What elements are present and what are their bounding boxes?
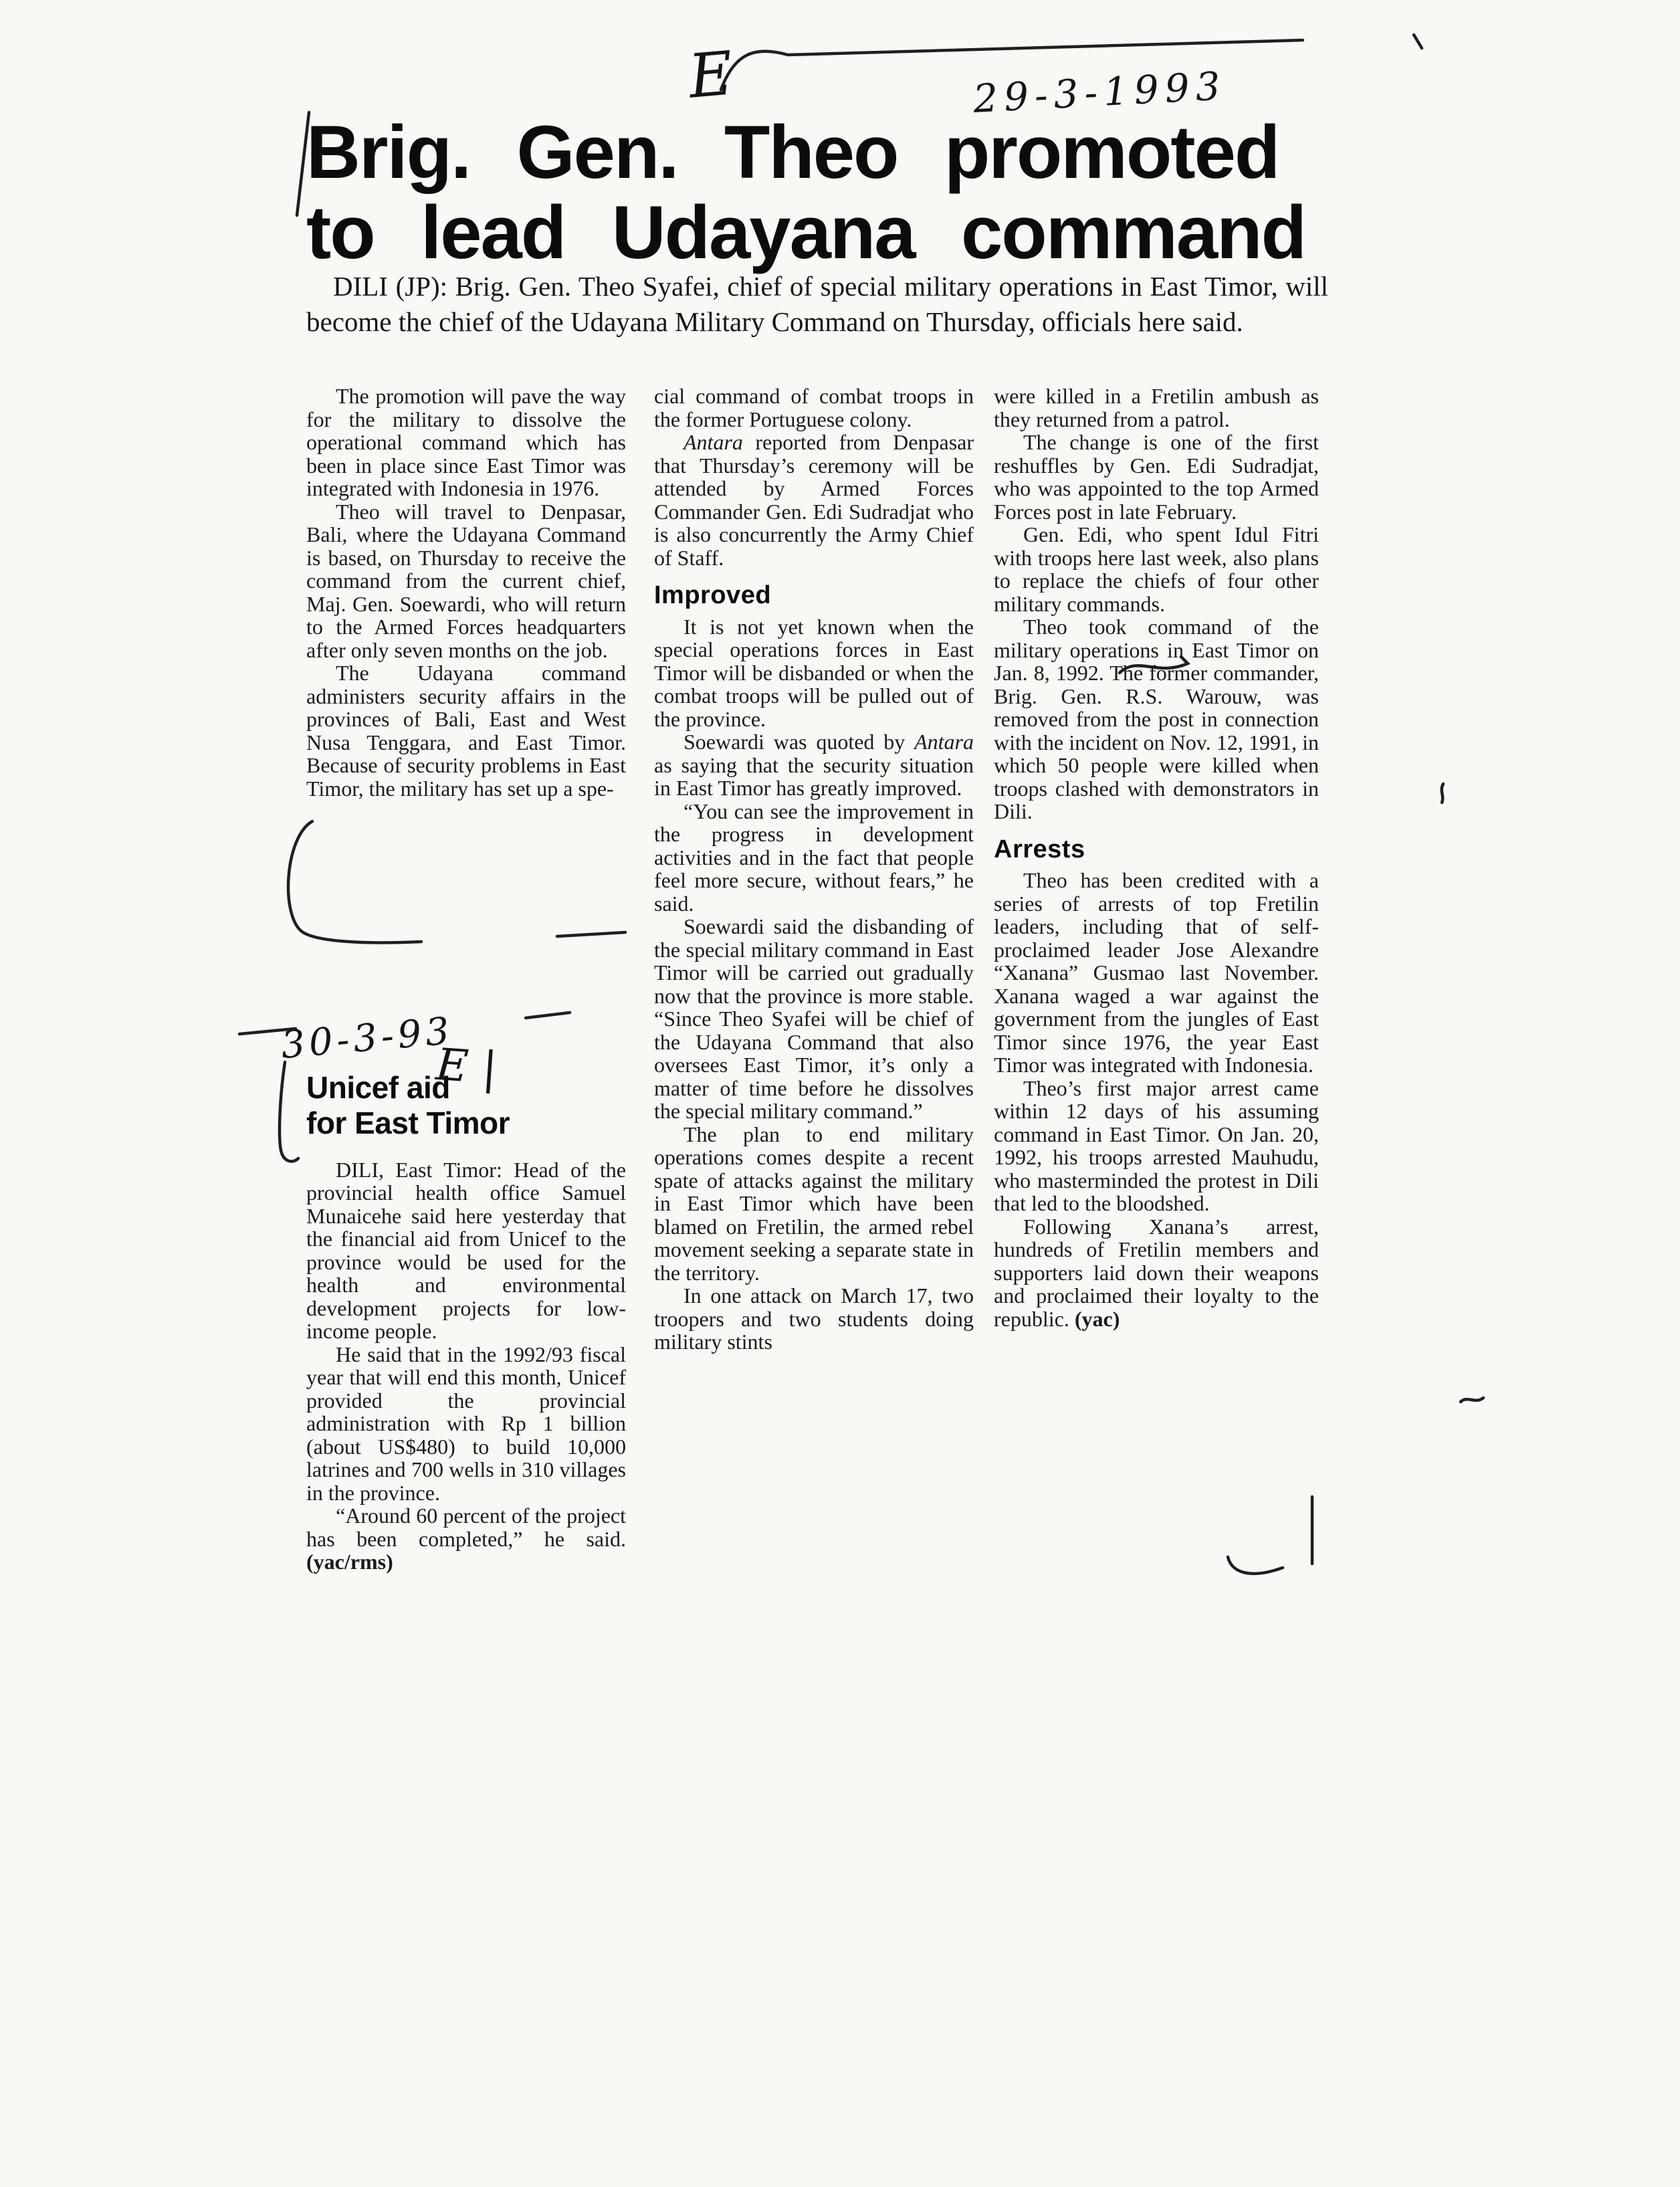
subhead-arrests: Arrests bbox=[994, 835, 1085, 863]
main-headline bbox=[306, 112, 1336, 273]
paragraph-text: Following Xanana’s arrest, hundreds of Fretilin members and supporters laid down their weapons and proclaimed their loyalty to the republic. bbox=[994, 1214, 1319, 1331]
body-paragraph: Theo’s first major arrest came within 12 days of his assuming command in East Timor. On Jan. 20, 1992, his troops arrested Mauhudu, who masterminded the protest in Dili that led to the bloodshed. bbox=[994, 1075, 1319, 1215]
body-paragraph: were killed in a Fretilin ambush as they returned from a patrol. bbox=[994, 384, 1319, 431]
body-paragraph bbox=[994, 1215, 1319, 1331]
pen-mark-unicef-dash-right bbox=[523, 1009, 576, 1025]
pen-mark-right-vertical bbox=[1304, 1493, 1320, 1570]
byline-credit: (yac) bbox=[1074, 1306, 1120, 1331]
body-paragraph: Theo will travel to Denpasar, Bali, where the Udayana Command is based, on Thursday to receive the command from the current chief, Maj. Gen. Soewardi, who will return to the Armed Forces headquarters after only seven months on the job. bbox=[306, 499, 626, 662]
body-paragraph: He said that in the 1992/93 fiscal year that will end this month, Unicef provided the provincial administration with Rp 1 billion (about US$480) to build 10,000 latrines and 700 wells in 310 villages in the province. bbox=[306, 1342, 626, 1505]
body-paragraph: The plan to end military operations comes despite a recent spate of attacks against the military in East Timor which have been blamed on Fretilin, the armed rebel movement seeking a separate state in the territory. bbox=[654, 1122, 974, 1285]
body-paragraph: cial command of combat troops in the former Portuguese colony. bbox=[654, 384, 974, 431]
unicef-body bbox=[306, 1158, 626, 1574]
main-headline-line-2: to lead Udayana command bbox=[306, 190, 1305, 274]
body-paragraph: The change is one of the first reshuffles by Gen. Edi Sudradjat, who was appointed to the top Armed Forces post in late February. bbox=[994, 430, 1319, 524]
handwritten-mark-top: E bbox=[686, 38, 736, 112]
column-3 bbox=[994, 385, 1319, 1330]
antara-italic: Antara bbox=[684, 430, 743, 454]
pen-mark-unicef-vertical bbox=[270, 1058, 301, 1172]
handwritten-date-top: 29-3-1993 bbox=[972, 63, 1228, 122]
paragraph-text: Soewardi was quoted by bbox=[684, 730, 915, 754]
paragraph-text: as saying that the security situation in East Timor has greatly improved. bbox=[654, 752, 974, 800]
ink-speckle-right-margin bbox=[1438, 781, 1458, 808]
body-paragraph: In one attack on March 17, two troopers and two students doing military stints bbox=[654, 1283, 974, 1354]
lead-paragraph: DILI (JP): Brig. Gen. Theo Syafei, chief of special military operations in East Timor, will become the chief of the Udayana Military Command on Thursday, officials here said. bbox=[306, 271, 1328, 337]
unicef-headline bbox=[306, 1070, 626, 1141]
handwritten-mark-unicef: E | bbox=[434, 1038, 499, 1095]
body-paragraph: Theo took command of the military operations in East Timor on Jan. 8, 1992. The former commander, Brig. Gen. R.S. Warouw, was removed from the post in connection with the incident on Nov. 12, 1991, in which 50 people were killed when troops clashed with demonstrators in Dili. bbox=[994, 615, 1319, 823]
body-paragraph bbox=[306, 1504, 626, 1574]
unicef-headline-line-1: Unicef aid bbox=[306, 1070, 450, 1105]
body-paragraph: Soewardi said the disbanding of the special military command in East Timor will be carried out gradually now that the province is more stable. “Since Theo Syafei will be chief of the Udayana Command that also oversees East Timor, it’s only a matter of time before he dissolves the special military command.” bbox=[654, 914, 974, 1123]
pen-mark-bottom-hook bbox=[1224, 1552, 1291, 1585]
body-paragraph: Gen. Edi, who spent Idul Fitri with troops here last week, also plans to replace the chiefs of four other military commands. bbox=[994, 522, 1319, 616]
unicef-headline-line-2: for East Timor bbox=[306, 1105, 510, 1140]
byline-credit: (yac/rms) bbox=[306, 1550, 393, 1574]
paragraph-text: “Around 60 percent of the project has been completed,” he said. bbox=[306, 1503, 626, 1551]
subhead-improved: Improved bbox=[654, 581, 772, 609]
body-paragraph: “You can see the improvement in the progress in development activities and in the fact that people feel more secure, without fears,” he said. bbox=[654, 799, 974, 916]
handwritten-date-unicef: 30-3-93 bbox=[279, 1009, 455, 1068]
column-2 bbox=[654, 385, 974, 1354]
ink-speckle-top-right bbox=[1410, 32, 1430, 55]
body-paragraph: DILI, East Timor: Head of the provincial health office Samuel Munaicehe said here yesterday that the financial aid from Unicef to the province would be used for the health and environmental development projects for low-income people. bbox=[306, 1157, 626, 1344]
antara-italic: Antara bbox=[914, 730, 974, 754]
body-paragraph: The Udayana command administers security affairs in the provinces of Bali, East and West Nusa Tenggara, and East Timor. Because of security problems in East Timor, the military has set up a spe- bbox=[306, 661, 626, 801]
paragraph-text: reported from Denpasar that Thursday’s ceremony will be attended by Armed Forces Commander Gen. Edi Sudradjat who is also concurrently the Army Chief of Staff. bbox=[654, 430, 974, 570]
body-paragraph bbox=[654, 730, 974, 800]
main-headline-line-1: Brig. Gen. Theo promoted bbox=[306, 110, 1279, 194]
body-paragraph: The promotion will pave the way for the military to dissolve the operational command which has been in place since East Timor was integrated with Indonesia in 1976. bbox=[306, 384, 626, 500]
column-1 bbox=[306, 385, 626, 800]
body-paragraph: Theo has been credited with a series of arrests of top Fretilin leaders, including that of self-proclaimed leader Jose Alexandre “Xanana” Gusmao last November. Xanana waged a war against the government from the jungles of East Timor since 1976, the year East Timor was integrated with Indonesia. bbox=[994, 868, 1319, 1077]
ink-speckle-lower-right bbox=[1458, 1392, 1487, 1410]
body-paragraph bbox=[654, 431, 974, 569]
pen-mark-column1-bracket bbox=[271, 817, 632, 958]
unicef-article bbox=[306, 1070, 626, 1574]
body-paragraph: It is not yet known when the special operations forces in East Timor will be disbanded or when the combat troops will be pulled out of the province. bbox=[654, 614, 974, 731]
